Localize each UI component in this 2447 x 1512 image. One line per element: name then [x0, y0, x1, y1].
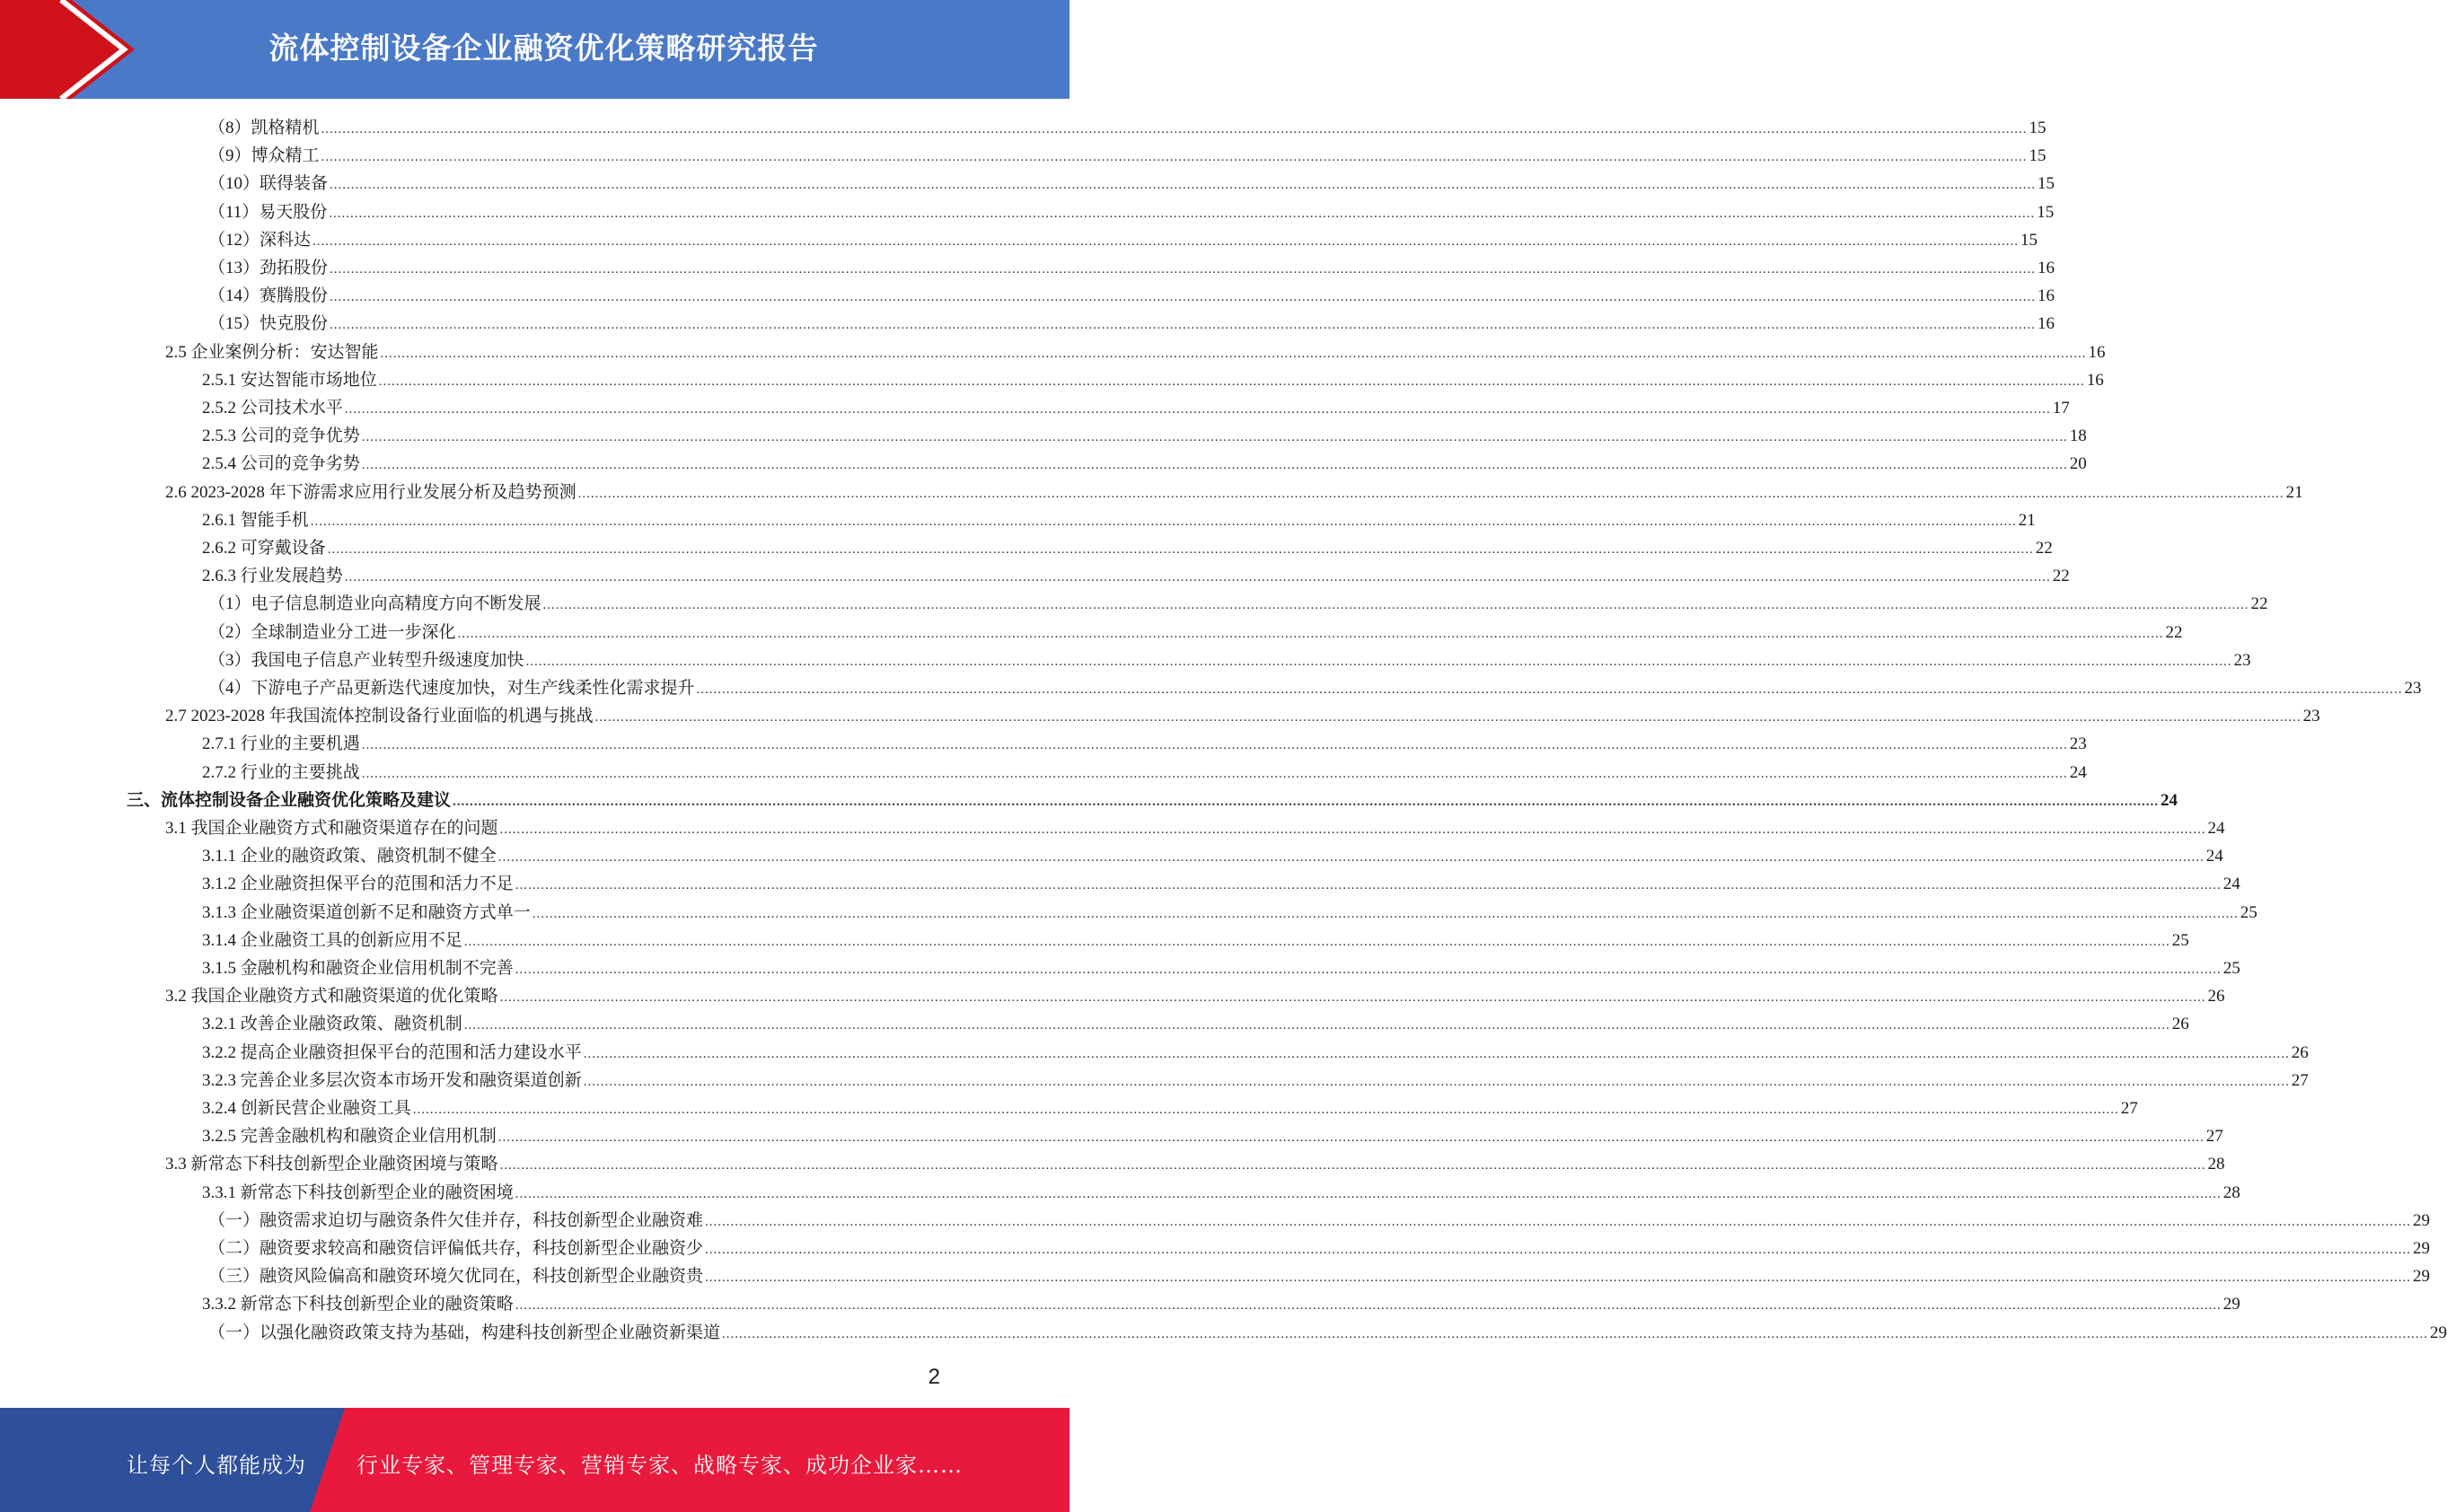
toc-entry[interactable]	[202, 1067, 2309, 1094]
toc-entry[interactable]	[202, 422, 2087, 450]
toc-entry-page: 28	[2223, 1183, 2240, 1202]
toc-entry-page: 24	[2205, 847, 2223, 866]
toc-entry-label: 3.2.3 完善企业多层次资本市场开发和融资渠道创新	[202, 1071, 582, 1090]
toc-entry[interactable]	[202, 1039, 2309, 1067]
toc-entry-page: 15	[2029, 119, 2047, 137]
toc-leader-dots: ................................................................................................................................................................................................................................................................................................................................................................................................................	[577, 487, 2284, 501]
toc-entry[interactable]	[202, 366, 2104, 394]
toc-entry-page: 26	[2291, 1043, 2309, 1062]
toc-entry[interactable]	[165, 982, 2225, 1010]
toc-entry-page: 29	[2413, 1267, 2431, 1286]
toc-leader-dots: ................................................................................................................................................................................................................................................................................................................................................................................................................	[312, 234, 2020, 249]
toc-entry[interactable]	[208, 590, 2268, 618]
toc-entry-page: 29	[2413, 1211, 2431, 1230]
toc-entry[interactable]	[208, 1262, 2431, 1290]
toc-entry[interactable]	[208, 1235, 2431, 1262]
toc-entry[interactable]	[202, 730, 2087, 758]
toc-entry-page: 15	[2020, 231, 2038, 250]
toc-leader-dots: ................................................................................................................................................................................................................................................................................................................................................................................................................	[329, 207, 2036, 221]
toc-leader-dots: ................................................................................................................................................................................................................................................................................................................................................................................................................	[499, 990, 2206, 1005]
toc-leader-dots: ................................................................................................................................................................................................................................................................................................................................................................................................................	[412, 1103, 2119, 1117]
toc-leader-dots: ................................................................................................................................................................................................................................................................................................................................................................................................................	[499, 1158, 2206, 1173]
toc-entry-label: （一）融资需求迫切与融资条件欠佳并存，科技创新型企业融资难	[208, 1211, 704, 1230]
toc-entry-page: 23	[2302, 707, 2320, 725]
toc-leader-dots: ................................................................................................................................................................................................................................................................................................................................................................................................................	[361, 738, 2068, 752]
toc-entry[interactable]	[208, 1319, 2447, 1347]
toc-leader-dots: ................................................................................................................................................................................................................................................................................................................................................................................................................	[583, 1075, 2290, 1089]
toc-entry[interactable]	[208, 282, 2055, 310]
toc-leader-dots: ................................................................................................................................................................................................................................................................................................................................................................................................................	[515, 963, 2222, 977]
toc-entry[interactable]	[202, 899, 2258, 927]
toc-leader-dots: ................................................................................................................................................................................................................................................................................................................................................................................................................	[705, 1215, 2412, 1229]
footer-roles: 行业专家、管理专家、营销专家、战略专家、成功企业家……	[356, 1453, 963, 1478]
toc-entry-label: （12）深科达	[208, 231, 312, 250]
toc-entry[interactable]	[208, 254, 2055, 282]
toc-entry-label: （一）以强化融资政策支持为基础，构建科技创新型企业融资新渠道	[208, 1323, 721, 1342]
toc-entry-label: 2.6 2023-2028 年下游需求应用行业发展分析及趋势预测	[165, 483, 577, 502]
toc-entry-page: 25	[2240, 903, 2258, 922]
report-header	[0, 0, 1069, 99]
toc-leader-dots: ................................................................................................................................................................................................................................................................................................................................................................................................................	[705, 1243, 2412, 1257]
toc-entry-label: 3.1.5 金融机构和融资企业信用机制不完善	[202, 959, 514, 978]
toc-entry-page: 21	[2018, 511, 2036, 530]
toc-entry-label: （13）劲拓股份	[208, 259, 329, 277]
toc-entry-label: 2.7 2023-2028 年我国流体控制设备行业面临的机遇与挑战	[165, 707, 594, 725]
toc-leader-dots: ................................................................................................................................................................................................................................................................................................................................................................................................................	[310, 514, 2017, 529]
footer-slogan: 让每个人都能成为	[127, 1453, 306, 1478]
toc-entry[interactable]	[165, 479, 2303, 506]
toc-entry-page: 16	[2088, 343, 2106, 362]
toc-leader-dots: ................................................................................................................................................................................................................................................................................................................................................................................................................	[497, 1130, 2205, 1145]
toc-entry[interactable]	[202, 1290, 2240, 1318]
toc-entry-page: 22	[2035, 539, 2053, 558]
toc-entry-label: 2.5.1 安达智能市场地位	[202, 371, 377, 390]
toc-entry-page: 25	[2171, 931, 2189, 950]
toc-entry[interactable]	[208, 1207, 2431, 1235]
toc-entry-page: 15	[2037, 203, 2055, 222]
toc-leader-dots: ................................................................................................................................................................................................................................................................................................................................................................................................................	[525, 655, 2232, 669]
toc-entry[interactable]	[202, 450, 2087, 478]
toc-entry-page: 29	[2430, 1323, 2447, 1342]
toc-entry-page: 23	[2404, 679, 2422, 698]
toc-entry[interactable]	[202, 870, 2240, 898]
toc-entry-label: （2）全球制造业分工进一步深化	[208, 623, 456, 642]
toc-leader-dots: ................................................................................................................................................................................................................................................................................................................................................................................................................	[361, 767, 2068, 781]
toc-entry-page: 24	[2069, 763, 2087, 782]
toc-entry-label: （1）电子信息制造业向高精度方向不断发展	[208, 594, 541, 613]
toc-entry[interactable]	[208, 142, 2047, 170]
toc-entry[interactable]	[165, 338, 2106, 366]
toc-leader-dots: ................................................................................................................................................................................................................................................................................................................................................................................................................	[378, 374, 2085, 389]
toc-leader-dots: ................................................................................................................................................................................................................................................................................................................................................................................................................	[594, 710, 2302, 725]
toc-entry-label: （14）赛腾股份	[208, 286, 329, 305]
toc-entry-page: 16	[2038, 314, 2055, 333]
toc-entry[interactable]	[202, 842, 2223, 870]
toc-leader-dots: ................................................................................................................................................................................................................................................................................................................................................................................................................	[330, 318, 2037, 332]
toc-entry-label: 3.2.2 提高企业融资担保平台的范围和活力建设水平	[202, 1043, 582, 1062]
toc-leader-dots: ................................................................................................................................................................................................................................................................................................................................................................................................................	[515, 878, 2222, 892]
toc-entry[interactable]	[202, 1122, 2223, 1150]
toc-leader-dots: ................................................................................................................................................................................................................................................................................................................................................................................................................	[344, 570, 2051, 585]
toc-entry[interactable]	[202, 1010, 2189, 1038]
toc-entry-label: 3.1.1 企业的融资政策、融资机制不健全	[202, 847, 497, 866]
toc-leader-dots: ................................................................................................................................................................................................................................................................................................................................................................................................................	[380, 347, 2087, 361]
toc-entry-page: 17	[2052, 399, 2070, 418]
toc-entry-label: 3.3 新常态下科技创新型企业融资困境与策略	[165, 1155, 498, 1174]
toc-entry-label: （8）凯格精机	[208, 119, 320, 137]
toc-leader-dots: ................................................................................................................................................................................................................................................................................................................................................................................................................	[330, 178, 2037, 192]
toc-leader-dots: ................................................................................................................................................................................................................................................................................................................................................................................................................	[463, 1018, 2170, 1033]
toc-entry[interactable]	[202, 1094, 2138, 1122]
toc-leader-dots: ................................................................................................................................................................................................................................................................................................................................................................................................................	[705, 1270, 2412, 1285]
toc-entry-label: （9）博众精工	[208, 146, 320, 165]
toc-entry-label: 3.1.4 企业融资工具的创新应用不足	[202, 931, 462, 950]
toc-leader-dots: ................................................................................................................................................................................................................................................................................................................................................................................................................	[583, 1047, 2290, 1061]
toc-entry-label: 2.7.1 行业的主要机遇	[202, 734, 360, 753]
toc-entry-page: 26	[2207, 987, 2225, 1006]
toc-entry-label: 3.1.2 企业融资担保平台的范围和活力不足	[202, 875, 514, 893]
toc-entry-page: 20	[2069, 454, 2087, 473]
toc-entry-page: 22	[2052, 567, 2070, 585]
toc-entry[interactable]	[165, 1150, 2225, 1178]
toc-leader-dots: ................................................................................................................................................................................................................................................................................................................................................................................................................	[361, 430, 2068, 444]
page-number: 2	[928, 1365, 940, 1389]
toc-entry-label: 3.1.3 企业融资渠道创新不足和融资方式单一	[202, 903, 531, 922]
toc-leader-dots: ................................................................................................................................................................................................................................................................................................................................................................................................................	[499, 822, 2206, 837]
toc-leader-dots: ................................................................................................................................................................................................................................................................................................................................................................................................................	[321, 122, 2028, 136]
toc-entry-label: 2.6.1 智能手机	[202, 511, 309, 530]
report-footer	[0, 1408, 1069, 1512]
toc-entry[interactable]	[208, 310, 2055, 338]
toc-entry-page: 27	[2120, 1099, 2138, 1118]
toc-entry-label: 3.3.2 新常态下科技创新型企业的融资策略	[202, 1295, 514, 1314]
toc-entry-label: （二）融资要求较高和融资信评偏低共存，科技创新型企业融资少	[208, 1239, 704, 1258]
toc-leader-dots: ................................................................................................................................................................................................................................................................................................................................................................................................................	[463, 935, 2170, 949]
toc-leader-dots: ................................................................................................................................................................................................................................................................................................................................................................................................................	[532, 907, 2239, 921]
toc-entry-page: 15	[2029, 146, 2047, 165]
toc-entry-label: （15）快克股份	[208, 314, 329, 333]
toc-leader-dots: ................................................................................................................................................................................................................................................................................................................................................................................................................	[542, 598, 2249, 612]
toc-leader-dots: ................................................................................................................................................................................................................................................................................................................................................................................................................	[515, 1298, 2222, 1313]
toc-entry[interactable]	[202, 394, 2070, 422]
toc-entry[interactable]	[202, 927, 2189, 954]
toc-entry-label: 3.2.1 改善企业融资政策、融资机制	[202, 1015, 462, 1033]
toc-leader-dots: ................................................................................................................................................................................................................................................................................................................................................................................................................	[457, 627, 2164, 641]
toc-entry-page: 22	[2165, 623, 2183, 642]
toc-entry-label: 3.3.1 新常态下科技创新型企业的融资困境	[202, 1183, 514, 1202]
toc-entry-label: 三、流体控制设备企业融资优化策略及建议	[127, 791, 452, 810]
toc-entry[interactable]	[165, 702, 2320, 730]
toc-entry-label: 2.5.4 公司的竞争劣势	[202, 454, 360, 473]
toc-entry-label: 2.6.2 可穿戴设备	[202, 539, 326, 558]
toc-entry-label: （三）融资风险偏高和融资环境欠优同在，科技创新型企业融资贵	[208, 1267, 704, 1286]
toc-entry-label: 3.2 我国企业融资方式和融资渠道的优化策略	[165, 987, 498, 1006]
toc-entry-label: 2.5 企业案例分析：安达智能	[165, 343, 379, 362]
toc-entry-label: （4）下游电子产品更新迭代速度加快，对生产线柔性化需求提升	[208, 679, 695, 698]
toc-entry-page: 16	[2038, 286, 2055, 305]
toc-entry-page: 23	[2233, 651, 2251, 670]
toc-entry-label: 3.2.5 完善金融机构和融资企业信用机制	[202, 1127, 497, 1146]
toc-entry-page: 22	[2250, 594, 2268, 613]
toc-entry-page: 29	[2413, 1239, 2431, 1258]
toc-entry-label: （3）我国电子信息产业转型升级速度加快	[208, 651, 524, 670]
toc-entry-page: 16	[2086, 371, 2104, 390]
toc-entry-page: 15	[2038, 174, 2055, 193]
toc-entry[interactable]	[208, 198, 2055, 226]
toc-entry[interactable]	[208, 619, 2183, 646]
toc-entry[interactable]	[127, 787, 2179, 814]
toc-entry-page: 24	[2161, 791, 2179, 810]
toc-leader-dots: ................................................................................................................................................................................................................................................................................................................................................................................................................	[330, 262, 2037, 277]
toc-entry[interactable]	[202, 506, 2036, 534]
toc-entry[interactable]	[208, 170, 2055, 198]
toc-entry-page: 24	[2223, 875, 2240, 893]
toc-entry[interactable]	[165, 814, 2225, 842]
toc-entry-page: 18	[2069, 426, 2087, 445]
toc-entry-page: 29	[2223, 1295, 2240, 1314]
toc-entry-label: 2.5.3 公司的竞争优势	[202, 426, 360, 445]
toc-entry-page: 21	[2285, 483, 2303, 502]
toc-leader-dots: ................................................................................................................................................................................................................................................................................................................................................................................................................	[344, 402, 2051, 417]
toc-entry-page: 27	[2205, 1127, 2223, 1146]
toc-leader-dots: ................................................................................................................................................................................................................................................................................................................................................................................................................	[515, 1187, 2222, 1201]
toc-entry[interactable]	[202, 759, 2087, 787]
toc-entry[interactable]	[202, 1179, 2240, 1207]
toc-leader-dots: ................................................................................................................................................................................................................................................................................................................................................................................................................	[321, 150, 2028, 164]
toc-leader-dots: ................................................................................................................................................................................................................................................................................................................................................................................................................	[722, 1327, 2429, 1341]
toc-entry-page: 23	[2069, 734, 2087, 753]
toc-entry-page: 25	[2223, 959, 2240, 978]
toc-leader-dots: ................................................................................................................................................................................................................................................................................................................................................................................................................	[453, 795, 2160, 809]
toc-entry-page: 24	[2207, 819, 2225, 838]
toc-entry-label: 3.1 我国企业融资方式和融资渠道存在的问题	[165, 819, 498, 838]
toc-entry-page: 16	[2038, 259, 2055, 277]
toc-entry[interactable]	[208, 114, 2047, 142]
toc-entry-page: 28	[2207, 1155, 2225, 1174]
toc-entry-label: 3.2.4 创新民营企业融资工具	[202, 1099, 411, 1118]
toc-entry-page: 26	[2171, 1015, 2189, 1033]
toc-entry-label: （10）联得装备	[208, 174, 329, 193]
toc-entry-label: （11）易天股份	[208, 203, 328, 222]
toc-entry[interactable]	[202, 562, 2070, 590]
toc-leader-dots: ................................................................................................................................................................................................................................................................................................................................................................................................................	[330, 290, 2037, 304]
toc-leader-dots: ................................................................................................................................................................................................................................................................................................................................................................................................................	[497, 850, 2205, 865]
report-title: 流体控制设备企业融资优化策略研究报告	[268, 31, 819, 66]
toc-entry[interactable]	[208, 646, 2251, 674]
toc-leader-dots: ................................................................................................................................................................................................................................................................................................................................................................................................................	[696, 682, 2403, 697]
toc-entry-label: 2.7.2 行业的主要挑战	[202, 763, 360, 782]
toc-entry-label: 2.5.2 公司技术水平	[202, 399, 343, 418]
toc-entry[interactable]	[202, 954, 2240, 982]
toc-entry-label: 2.6.3 行业发展趋势	[202, 567, 343, 585]
toc-entry[interactable]	[202, 534, 2053, 562]
toc-entry[interactable]	[208, 226, 2038, 254]
toc-entry-page: 27	[2291, 1071, 2309, 1090]
toc-leader-dots: ................................................................................................................................................................................................................................................................................................................................................................................................................	[361, 458, 2068, 472]
toc-entry[interactable]	[208, 674, 2422, 702]
toc-leader-dots: ................................................................................................................................................................................................................................................................................................................................................................................................................	[327, 542, 2034, 557]
